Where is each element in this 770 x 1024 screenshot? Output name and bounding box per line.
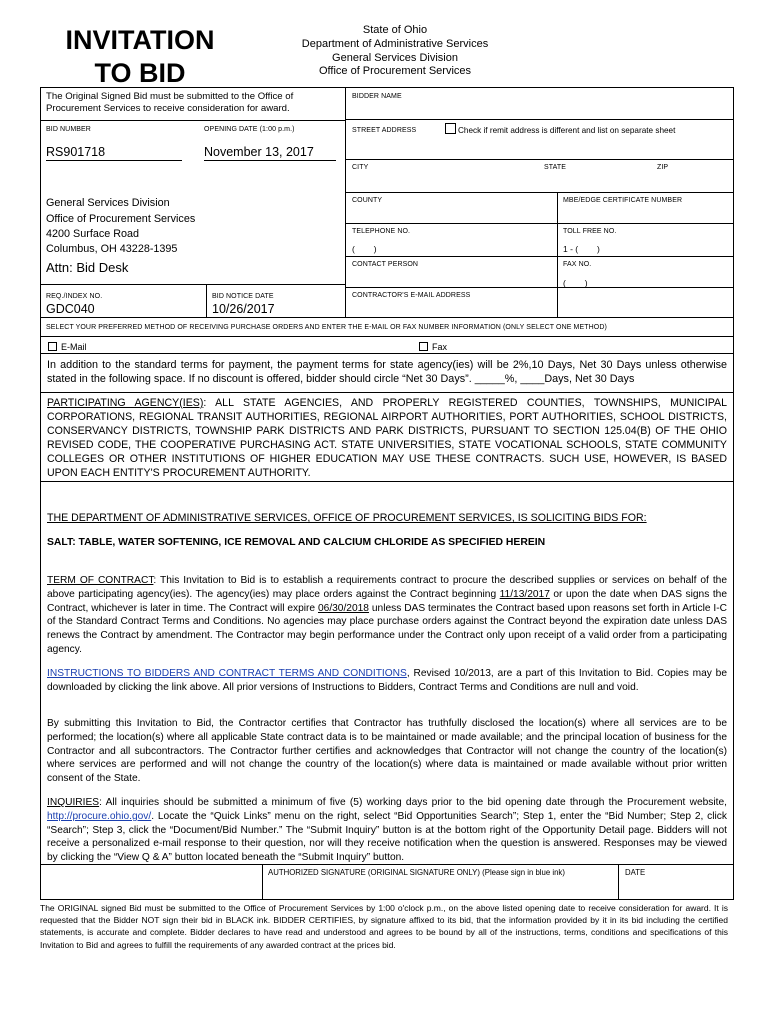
divider	[345, 256, 734, 257]
soliciting-statement	[47, 512, 727, 526]
address-line: Office of Procurement Services	[46, 212, 196, 225]
bidder-name-label: BIDDER NAME	[352, 93, 402, 100]
instructions-link[interactable]: INSTRUCTIONS TO BIDDERS AND CONTRACT TERMS AND CONDITIONS	[47, 668, 407, 679]
attn-line: Attn: Bid Desk	[46, 260, 129, 275]
payment-terms: In addition to the standard terms for payment, the payment terms for state agency(ies) will be 2%,10 Days, Net 30 Days unless otherwise stated in the following space. If no discount is offered, bidder should circle “Net 30 Days”. _____%, ____Days, Net 30 Days	[47, 359, 727, 385]
signature-label: AUTHORIZED SIGNATURE (ORIGINAL SIGNATURE ONLY) (Please sign in blue ink)	[268, 868, 565, 877]
zip-label: ZIP	[657, 164, 669, 171]
address-line: 4200 Surface Road	[46, 228, 140, 240]
email-option-label: E-Mail	[61, 342, 87, 352]
fax-label: FAX NO.	[563, 261, 592, 268]
agency-line: General Services Division	[332, 51, 458, 64]
document-title	[40, 24, 240, 90]
divider	[262, 864, 263, 900]
address-line: General Services Division	[46, 197, 170, 209]
inquiries-text: . Locate the “Quick Links” menu on the right, select “Bid Opportunities Search”; Step 1, enter the “Bid Number; Step 2, click “Search”; Step 3, click the “Document/Bid Number.” The “Submit Inquiry” button is at the bottom right of the Opportunity Detail page. Bidders will not receive a personalized e-mail response to their question, nor will they receive notification when the question is answered. Responses may be viewed by clicking the “View Q & A” button located beneath the “Submit Inquiry” button.	[47, 810, 727, 864]
bid-notice-date-value: 10/26/2017	[212, 302, 275, 316]
state-label: STATE	[544, 164, 567, 171]
street-address-label: STREET ADDRESS	[352, 127, 417, 134]
certification-paragraph: By submitting this Invitation to Bid, the Contractor certifies that Contractor has truthfully disclosed the location(s) where all services are to be performed; the location(s) where all applicable State contract data is to be maintained or made available; and the principal location of business for the Contractor and all subcontractors. The Contractor further certifies and acknowledges that Contractor will not change the country of the location(s) where services are performed and will not change the country of the location(s) where data is maintained or made available without prior written consent of the State.	[47, 718, 727, 785]
fax-checkbox[interactable]	[419, 342, 428, 351]
date-field[interactable]	[620, 880, 732, 898]
req-index-label: REQ./INDEX NO.	[46, 293, 103, 300]
term-text: or upon the date when DAS signs the Contract, whichever is later in time. The Contract will expire	[47, 588, 727, 614]
term-text: : This Invitation to Bid is to establish a requirements contract to procure the described supplies or services on behalf of the above participating agency(ies). The agency(ies) may place orders against the Contract beginning	[47, 575, 727, 600]
fax-value[interactable]: ( )	[563, 278, 588, 288]
inquiries-paragraph	[47, 796, 727, 865]
divider	[345, 223, 734, 224]
bid-notice-date-label: BID NOTICE DATE	[212, 293, 274, 300]
toll-free-value[interactable]: 1 - ( )	[563, 244, 600, 254]
notice-text: The Original Signed Bid must be submitted to the Office of Procurement Services to receive consideration for award.	[46, 91, 294, 114]
telephone-value[interactable]: ( )	[352, 244, 377, 254]
participating-agencies	[47, 396, 727, 480]
opening-date-label: OPENING DATE (1:00 p.m.)	[204, 126, 295, 133]
divider	[206, 284, 207, 318]
term-text: unless DAS terminates the Contract based upon reasons set forth in Article I-C of the Standard Contract Terms and Conditions. No agencies may place purchase orders against the Contract beyond the expiration date unless DAS renews the Contract by amendment. The Contractor may begin performance under the Contract only upon receipt of a valid order from a participating agency.	[47, 602, 727, 655]
fax-option-label: Fax	[432, 342, 448, 352]
bid-number-label: BID NUMBER	[46, 126, 91, 133]
remit-address-label: Check if remit address is different and list on separate sheet	[458, 126, 676, 135]
title-line-1: INVITATION	[65, 25, 215, 55]
divider	[345, 287, 734, 288]
signature-field[interactable]	[264, 880, 616, 898]
date-label: DATE	[625, 868, 646, 877]
inquiries-text: : All inquiries should be submitted a minimum of five (5) working days prior to the bid opening date through the Procurement website,	[99, 797, 727, 808]
divider	[40, 336, 734, 337]
mbe-certificate-label: MBE/EDGE CERTIFICATE NUMBER	[563, 197, 683, 204]
mailing-address	[46, 196, 195, 257]
fax-option[interactable]	[419, 342, 447, 352]
procurement-website-link[interactable]: http://procure.ohio.gov/	[47, 810, 152, 822]
participating-text: : ALL STATE AGENCIES, AND PROPERLY REGISTERED COUNTIES, TOWNSHIPS, MUNICIPAL CORPORATIONS, REGIONAL TRANSIT AUTHORITIES, REGIONAL AIRPORT AUTHORITIES, PORT AUTHORITIES, SCHOOL DISTRICTS, CONSERVANCY DISTRICTS, TOWNSHIP PARK DISTRICTS AND PARK DISTRICTS, PURSUANT TO SECTION 125.04(B) OF THE OHIO REVISED CODE, THE COOPERATIVE PURCHASING ACT. STATE UNIVERSITIES, STATE VOCATIONAL SCHOOLS, STATE COMMUNITY COLLEGES OR OTHER INSTITUTIONS OF HIGHER EDUCATION MAY USE THESE CONTRACTS. SUCH USE, HOWEVER, IS BASED UPON EACH ENTITY'S PROCUREMENT AUTHORITY.	[47, 397, 728, 479]
agency-line: Office of Procurement Services	[318, 65, 472, 78]
instructions-paragraph	[47, 667, 727, 695]
divider	[557, 192, 558, 318]
term-begin-date: 11/13/2017	[499, 588, 550, 600]
method-prompt: SELECT YOUR PREFERRED METHOD OF RECEIVING PURCHASE ORDERS AND ENTER THE E-MAIL OR FAX NUMBER INFORMATION (ONLY SELECT ONE METHOD)	[46, 324, 607, 331]
instructions-text: , Revised 10/2013, are a part of this Invitation to Bid. Copies may be downloaded by clicking the link above. All prior versions of Instructions to Bidders, Contract Terms and Conditions are null and void.	[47, 668, 728, 693]
footer-certification: The ORIGINAL signed Bid must be submitted to the Office of Procurement Services by 1:00 o'clock p.m., on the above listed opening date to receive consideration for award. It is requested that the Bidder NOT sign their bid in BLACK ink. BIDDER CERTIFIES, by signature affixed to its bid, that the information provided by it in its bid including the certified statements, is accurate and complete. Bidder declares to have read and understood and agrees to be bound by all of the instructions, terms, conditions and specifications of this Invitation to Bid and agrees to fulfill the requirements of any awarded contract at the prices bid.	[40, 903, 728, 950]
email-option[interactable]	[48, 342, 87, 352]
contractor-email-label: CONTRACTOR'S E-MAIL ADDRESS	[352, 292, 471, 299]
bid-number-value: RS901718	[46, 145, 182, 161]
participating-heading: PARTICIPATING AGENCY(IES)	[47, 397, 204, 409]
bid-subject: SALT: TABLE, WATER SOFTENING, ICE REMOVAL AND CALCIUM CHLORIDE AS SPECIFIED HEREIN	[47, 537, 546, 548]
divider	[618, 864, 619, 900]
term-of-contract	[47, 574, 727, 657]
agency-line: Department of Administrative Services	[301, 37, 489, 50]
toll-free-label: TOLL FREE NO.	[563, 228, 617, 235]
telephone-label: TELEPHONE NO.	[352, 228, 411, 235]
divider	[40, 120, 345, 121]
divider	[40, 284, 345, 285]
title-line-2: TO BID	[94, 58, 186, 88]
column-divider	[345, 87, 346, 318]
req-index-value: GDC040	[46, 302, 95, 316]
term-heading: TERM OF CONTRACT	[47, 575, 154, 586]
divider	[345, 192, 734, 193]
agency-block	[275, 24, 515, 79]
county-label: COUNTY	[352, 197, 383, 204]
agency-line: State of Ohio	[362, 24, 428, 36]
opening-date-value: November 13, 2017	[204, 145, 336, 161]
divider	[345, 159, 734, 160]
address-line: Columbus, OH 43228-1395	[46, 242, 178, 255]
term-end-date: 06/30/2018	[317, 602, 369, 614]
remit-address-checkbox[interactable]	[445, 123, 456, 134]
divider	[345, 119, 734, 120]
inquiries-heading: INQUIRIES	[47, 797, 100, 808]
email-checkbox[interactable]	[48, 342, 57, 351]
city-label: CITY	[352, 164, 369, 171]
soliciting-text: THE DEPARTMENT OF ADMINISTRATIVE SERVICES, OFFICE OF PROCUREMENT SERVICES, IS SOLICITING BIDS FOR:	[47, 512, 647, 524]
contact-person-label: CONTACT PERSON	[352, 261, 419, 268]
